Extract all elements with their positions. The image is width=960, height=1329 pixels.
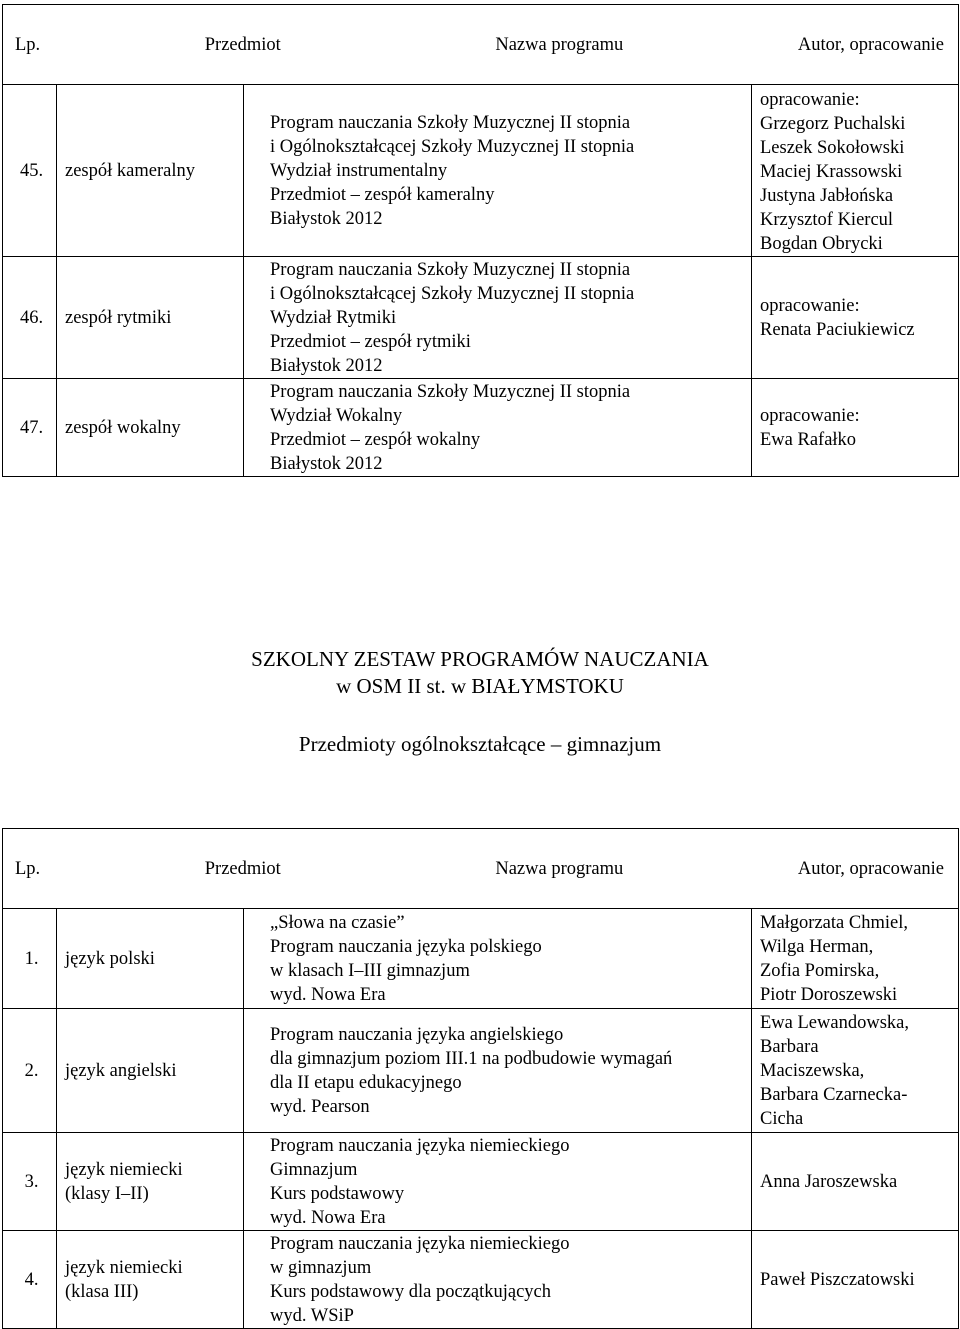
- row-number: 46.: [3, 257, 57, 379]
- row-subject: język niemiecki (klasy I–II): [57, 1133, 244, 1231]
- row-author: Paweł Piszczatowski: [752, 1231, 959, 1329]
- header-author: Autor, opracowanie: [797, 34, 945, 55]
- row-program: „Słowa na czasie” Program nauczania języka polskiego w klasach I–III gimnazjum wyd. Nowa Era: [244, 909, 752, 1009]
- table-row: [3, 1009, 959, 1133]
- row-subject: język polski: [57, 909, 244, 1009]
- document-subtitle: Przedmioty ogólnokształcące – gimnazjum: [298, 732, 662, 756]
- program-table-gimnazjum: [2, 828, 959, 1329]
- table-header-row: [3, 829, 959, 909]
- table-row: [3, 1231, 959, 1329]
- header-author: Autor, opracowanie: [797, 858, 945, 879]
- row-subject: zespół rytmiki: [57, 257, 244, 379]
- row-number: 4.: [3, 1231, 57, 1329]
- row-program: Program nauczania Szkoły Muzycznej II stopnia i Ogólnokształcącej Szkoły Muzycznej II stopnia Wydział Rytmiki Przedmiot – zespół rytmiki Białystok 2012: [244, 257, 752, 379]
- row-subject: język niemiecki (klasa III): [57, 1231, 244, 1329]
- row-program: Program nauczania Szkoły Muzycznej II stopnia i Ogólnokształcącej Szkoły Muzycznej II stopnia Wydział instrumentalny Przedmiot – zespół kameralny Białystok 2012: [244, 85, 752, 257]
- table-row: [3, 257, 959, 379]
- header-lp: Lp.: [15, 34, 41, 55]
- row-subject: zespół wokalny: [57, 379, 244, 477]
- document-heading: [0, 646, 960, 700]
- heading-line-2: w OSM II st. w BIAŁYMSTOKU: [336, 674, 624, 698]
- row-number: 3.: [3, 1133, 57, 1231]
- header-lp: Lp.: [15, 858, 41, 879]
- row-program: Program nauczania języka niemieckiego w gimnazjum Kurs podstawowy dla początkujących wyd. WSiP: [244, 1231, 752, 1329]
- row-author: opracowanie: Ewa Rafałko: [752, 379, 959, 477]
- header-program: Nazwa programu: [495, 858, 624, 879]
- row-program: Program nauczania języka niemieckiego Gimnazjum Kurs podstawowy wyd. Nowa Era: [244, 1133, 752, 1231]
- heading-line-1: SZKOLNY ZESTAW PROGRAMÓW NAUCZANIA: [251, 647, 709, 671]
- header-subject: Przedmiot: [204, 858, 281, 879]
- row-author: opracowanie: Grzegorz Puchalski Leszek Sokołowski Maciej Krassowski Justyna Jabłońska Krzysztof Kiercul Bogdan Obrycki: [752, 85, 959, 257]
- table-row: [3, 1133, 959, 1231]
- table-row: [3, 379, 959, 477]
- row-number: 2.: [3, 1009, 57, 1133]
- header-program: Nazwa programu: [495, 34, 624, 55]
- program-table-music: [2, 4, 959, 477]
- table-row: [3, 85, 959, 257]
- row-author: Ewa Lewandowska, Barbara Maciszewska, Barbara Czarnecka- Cicha: [752, 1009, 959, 1133]
- header-subject: Przedmiot: [204, 34, 281, 55]
- row-author: opracowanie: Renata Paciukiewicz: [752, 257, 959, 379]
- row-program: Program nauczania języka angielskiego dla gimnazjum poziom III.1 na podbudowie wymagań dla II etapu edukacyjnego wyd. Pearson: [244, 1009, 752, 1133]
- row-program: Program nauczania Szkoły Muzycznej II stopnia Wydział Wokalny Przedmiot – zespół wokalny Białystok 2012: [244, 379, 752, 477]
- row-subject: zespół kameralny: [57, 85, 244, 257]
- row-author: Anna Jaroszewska: [752, 1133, 959, 1231]
- table-header-row: [3, 5, 959, 85]
- row-number: 47.: [3, 379, 57, 477]
- row-subject: język angielski: [57, 1009, 244, 1133]
- row-number: 1.: [3, 909, 57, 1009]
- row-author: Małgorzata Chmiel, Wilga Herman, Zofia Pomirska, Piotr Doroszewski: [752, 909, 959, 1009]
- table-row: [3, 909, 959, 1009]
- row-number: 45.: [3, 85, 57, 257]
